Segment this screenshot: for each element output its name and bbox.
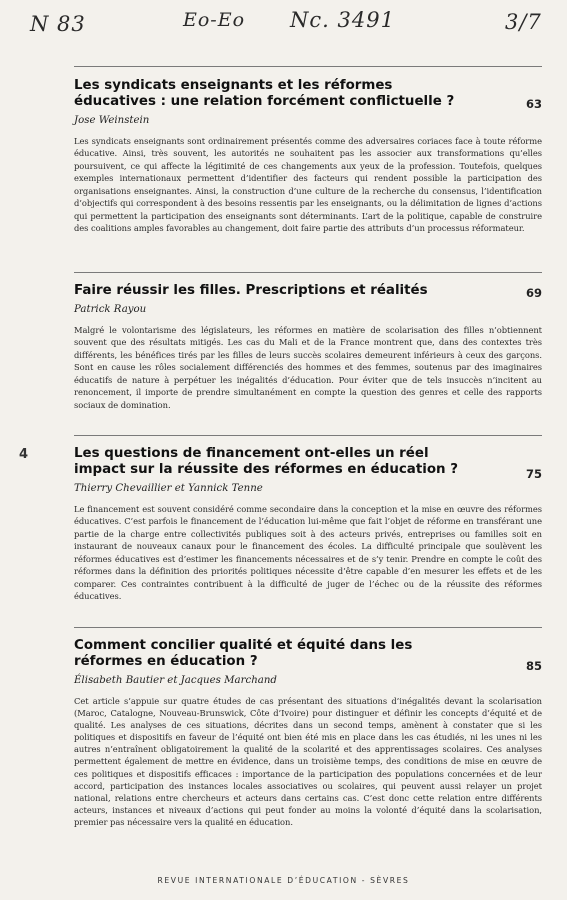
article-page-number: 85 xyxy=(525,659,542,673)
handwritten-code: N 83 xyxy=(30,12,86,36)
handwritten-reference-number: Nc. 3491 xyxy=(290,8,395,32)
journal-footer: REVUE INTERNATIONALE D’ÉDUCATION - SÈVRES xyxy=(157,876,410,885)
article-abstract: Cet article s’appuie sur quatre études de cas présentant des situations d’inégalités devant la scolarisation (Maroc, Catalogne, Nouveau-Brunswick, Côte d’Ivoire) pour distinguer et définir les concepts d’équité et de qualité. Les analyses de ces situations, décrites dans un second temps, amènent à constater que si les politiques et dispositifs en faveur de l’équité ont bien été mis en place dans les cas étudiés, ni les unes ni les autres n’entraînent obligatoirement la qualité de la scolarité et des apprentissages scolaires. Ces analyses permettent également de mettre en évidence, dans un troisième temps, des conditions de mise en œuvre de ces politiques et dispositifs efficaces : importance de la participation des populations concernées et de leur accord, participation des instances locales associatives ou scolaires, qui peuvent aussi relayer un projet national, relations entre chercheurs et acteurs dans certains cas. C’est donc cette relation entre différents acteurs, instances et niveaux d’actions qui peut fonder au moins la volonté d’équité dans la scolarisation, premier pas nécessaire vers la qualité en éducation. xyxy=(74,696,542,827)
article-entry xyxy=(74,627,542,853)
article-author: Patrick Rayou xyxy=(74,304,147,315)
handwritten-fraction: 3/7 xyxy=(505,10,542,34)
article-entry xyxy=(74,272,542,428)
article-abstract: Malgré le volontarisme des législateurs, les réformes en matière de scolarisation des filles n’obtiennent souvent que des résultats mitigés. Les cas du Mali et de la France montrent que, dans des contextes très différents, les bénéfices tirés par les filles de leurs succès scolaires demeurent inférieurs à ceux des garçons. Sont en cause les rôles socialement différenciés des hommes et des femmes, soutenus par des imaginaires éducatifs de nature à perpétuer les inégalités d’éducation. Pour éviter que de tels insuccès n’incitent au renoncement, il importe de prendre simultanément en compte la question des genres et celle des rapports sociaux de domination. xyxy=(74,325,542,410)
handwritten-note: Eo-Eo xyxy=(183,9,246,31)
article-title: Les questions de financement ont-elles un réel impact sur la réussite des réformes en éducation ? xyxy=(74,446,458,477)
article-entry xyxy=(74,66,542,265)
article-author: Jose Weinstein xyxy=(74,115,150,126)
article-abstract: Les syndicats enseignants sont ordinairement présentés comme des adversaires coriaces face à toute réforme éducative. Ainsi, très souvent, les autorités ne souhaitent pas les associer aux transformations qu’elles poursuivent, ce qui affecte la légitimité de ces changements aux yeux de la profession. Toutefois, quelques exemples internationaux permettent d’identifier des facteurs qui rendent possible la participation des organisations enseignantes. Ainsi, la construction d’une culture de la recherche du consensus, l’identification d’objectifs qui correspondent à des besoins ressentis par les enseignants, ou la délimitation de lignes d’actions qui permettent la participation des enseignants sont déterminants. L’art de la politique, capable de construire des coalitions amples favorables au changement, doit faire partie des attributs d’un processus réformateur. xyxy=(74,136,542,234)
margin-page-number: 4 xyxy=(19,447,29,462)
article-title: Les syndicats enseignants et les réformes éducatives : une relation forcément conflictuelle ? xyxy=(74,78,455,109)
article-title: Comment concilier qualité et équité dans les réformes en éducation ? xyxy=(74,638,413,669)
handwritten-annotations xyxy=(0,6,567,44)
article-author: Thierry Chevaillier et Yannick Tenne xyxy=(74,483,263,494)
article-title: Faire réussir les filles. Prescriptions et réalités xyxy=(74,283,428,298)
article-page-number: 69 xyxy=(525,286,542,300)
article-abstract: Le financement est souvent considéré comme secondaire dans la conception et la mise en œuvre des réformes éducatives. C’est parfois le financement de l’éducation lui-même que fait l’objet de réforme en transférant une partie de la charge entre collectivités publiques soit à des acteurs privés, entreprises ou familles soit en instaurant de nouveaux canaux pour le financement des écoles. La difficulté principale que soulèvent les réformes éducatives est d’estimer les financements nécessaires et de s’y tenir. Prendre en compte le coût des réformes dans la définition des priorités politiques nécessite d’être capable d’en mesurer les effets et de les comparer. Ces contraintes contribuent à la difficulté de juger de l’échec ou de la réussite des réformes éducatives. xyxy=(74,504,542,602)
article-author: Élisabeth Bautier et Jacques Marchand xyxy=(74,675,277,686)
article-page-number: 75 xyxy=(525,467,542,481)
article-entry xyxy=(74,435,542,621)
article-page-number: 63 xyxy=(525,97,542,111)
